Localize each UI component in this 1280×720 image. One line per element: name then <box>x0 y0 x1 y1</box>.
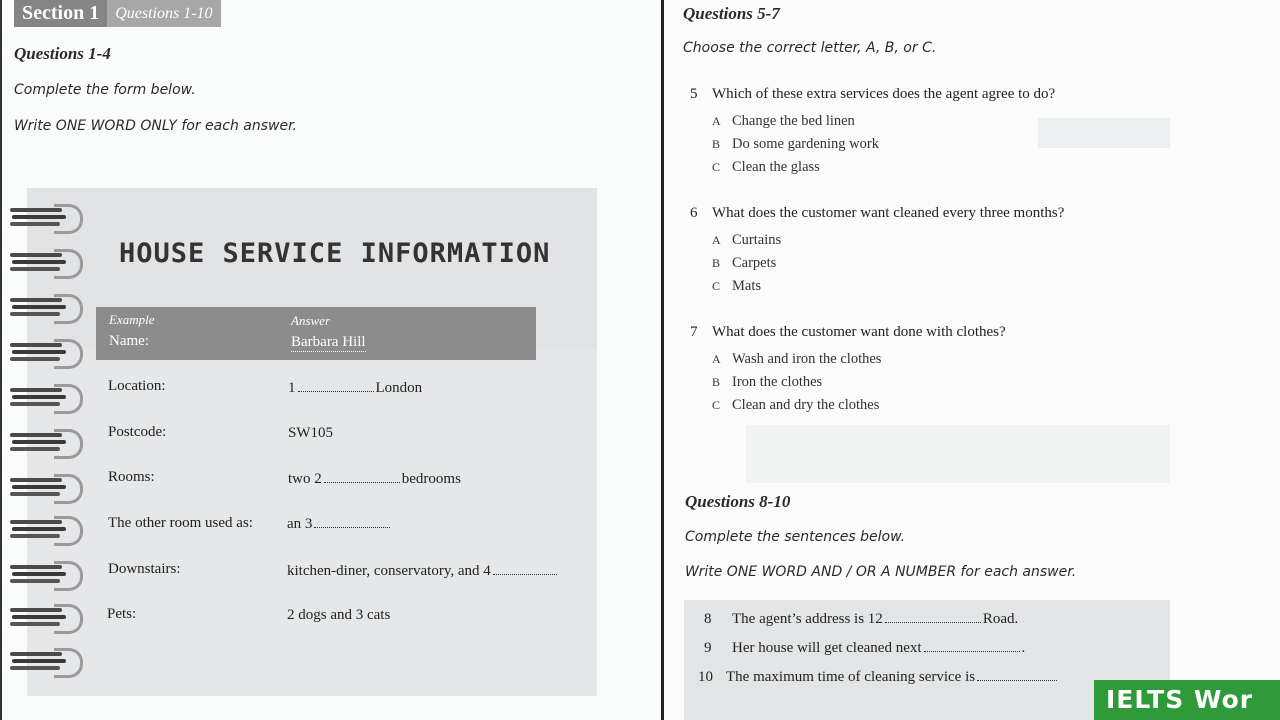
spiral-ring-icon <box>10 478 70 498</box>
option-6a[interactable]: A Curtains <box>712 232 782 248</box>
example-field: Name: <box>109 333 149 349</box>
spiral-ring-icon <box>10 652 70 672</box>
row-label-pets: Pets: <box>107 606 137 622</box>
row-label-downstairs: Downstairs: <box>108 561 181 577</box>
section-header <box>14 0 221 27</box>
row-label-other-room: The other room used as: <box>108 515 253 531</box>
spiral-ring-icon <box>10 433 70 453</box>
row-value-other-room: an 3 <box>287 516 392 533</box>
example-label: Example <box>109 312 155 327</box>
option-6b[interactable]: B Carpets <box>712 255 777 271</box>
spiral-ring-icon <box>10 343 70 363</box>
answer-blank-4[interactable] <box>493 564 557 575</box>
sentence-10: 10 The maximum time of cleaning service is <box>698 669 1059 686</box>
section-label: Section 1 <box>14 0 107 27</box>
spiral-ring-icon <box>10 565 70 585</box>
answer-blank-10[interactable] <box>977 670 1057 681</box>
answer-label: Answer <box>291 313 330 328</box>
question-6: 6 What does the customer want cleaned every three months? <box>690 205 1065 221</box>
spiral-ring-icon <box>10 208 70 228</box>
option-7c[interactable]: C Clean and dry the clothes <box>712 397 880 413</box>
question-7: 7 What does the customer want done with clothes? <box>690 324 1006 340</box>
sentence-8: 8 The agent’s address is 12 Road. <box>704 611 1019 627</box>
spiral-ring-icon <box>10 520 70 540</box>
row-label-rooms: Rooms: <box>108 469 155 485</box>
instruction-choose-letter: Choose the correct letter, A, B, or C. <box>683 40 937 56</box>
option-5c[interactable]: C Clean the glass <box>712 159 820 175</box>
row-value-rooms: two 2 bedrooms <box>288 471 461 487</box>
option-5b[interactable]: B Do some gardening work <box>712 136 879 152</box>
questions-5-7-heading: Questions 5-7 <box>683 4 780 23</box>
instruction-complete-form: Complete the form below. <box>14 82 196 98</box>
section-range: Questions 1-10 <box>107 0 220 27</box>
question-5: 5 Which of these extra services does the agent agree to do? <box>690 86 1056 102</box>
example-value: Barbara Hill <box>291 334 366 350</box>
instruction-word-number: Write ONE WORD AND / OR A NUMBER for each answer. <box>685 564 1077 580</box>
spiral-ring-icon <box>10 298 70 318</box>
form-title: HOUSE SERVICE INFORMATION <box>119 238 551 269</box>
answer-blank-2[interactable] <box>324 472 400 483</box>
sentence-9: 9 Her house will get cleaned next . <box>704 640 1026 656</box>
example-row <box>96 307 536 360</box>
row-value-location: 1 London <box>288 380 423 396</box>
spiral-ring-icon <box>10 388 70 408</box>
instruction-one-word: Write ONE WORD ONLY for each answer. <box>14 118 298 134</box>
answer-blank-9[interactable] <box>924 641 1020 652</box>
row-value-postcode: SW105 <box>288 425 333 441</box>
ielts-watermark-logo: IELTS Wor <box>1094 680 1280 720</box>
row-value-pets: 2 dogs and 3 cats <box>287 607 391 623</box>
option-6c[interactable]: C Mats <box>712 278 761 294</box>
row-label-postcode: Postcode: <box>108 424 167 440</box>
option-7b[interactable]: B Iron the clothes <box>712 374 823 390</box>
instruction-complete-sentences: Complete the sentences below. <box>685 529 906 545</box>
row-label-location: Location: <box>108 378 166 394</box>
answer-blank-3[interactable] <box>314 517 390 528</box>
questions-1-4-heading: Questions 1-4 <box>14 44 111 63</box>
row-value-downstairs: kitchen-diner, conservatory, and 4 <box>287 563 559 580</box>
spiral-ring-icon <box>10 608 70 628</box>
questions-8-10-heading: Questions 8-10 <box>685 492 791 511</box>
page-edge <box>0 0 2 720</box>
spiral-ring-icon <box>10 253 70 273</box>
answer-blank-1[interactable] <box>298 381 374 392</box>
option-5a[interactable]: A Change the bed linen <box>712 113 855 129</box>
option-7a[interactable]: A Wash and iron the clothes <box>712 351 882 367</box>
answer-blank-8[interactable] <box>885 612 981 623</box>
